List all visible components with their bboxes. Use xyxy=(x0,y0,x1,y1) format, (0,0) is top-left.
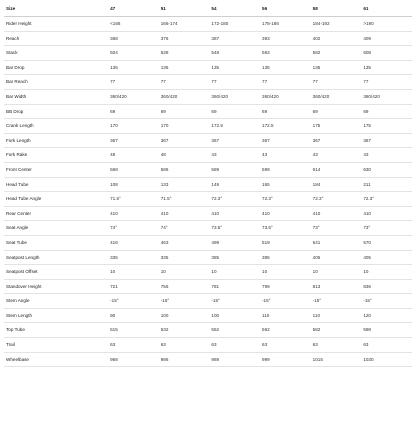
table-row xyxy=(4,192,412,207)
table-cell: 570 xyxy=(361,235,412,250)
row-label: BB Drop xyxy=(4,104,108,119)
table-cell: -15° xyxy=(209,294,260,309)
header-size-column: 47 xyxy=(108,2,159,17)
table-cell: 72.3° xyxy=(311,192,362,207)
table-cell: -15° xyxy=(361,294,412,309)
table-cell: 69 xyxy=(159,104,210,119)
table-cell: 10 xyxy=(159,265,210,280)
table-cell: 43 xyxy=(260,148,311,163)
table-cell: 10 xyxy=(361,265,412,280)
table-cell: 532 xyxy=(159,323,210,338)
table-row xyxy=(4,177,412,192)
row-label: Seat Angle xyxy=(4,221,108,236)
table-cell: 986 xyxy=(159,352,210,367)
row-label: Trail xyxy=(4,338,108,353)
table-cell: 630 xyxy=(361,162,412,177)
table-cell: 614 xyxy=(311,162,362,177)
table-cell: 335 xyxy=(108,250,159,265)
table-cell: 110 xyxy=(260,308,311,323)
table-cell: 211 xyxy=(361,177,412,192)
table-cell: 10 xyxy=(260,265,311,280)
table-cell: 568 xyxy=(108,162,159,177)
table-row xyxy=(4,133,412,148)
table-cell: 781 xyxy=(209,279,260,294)
table-cell: 71.5° xyxy=(159,192,210,207)
table-cell: 589 xyxy=(209,162,260,177)
table-row xyxy=(4,60,412,75)
table-cell: 43 xyxy=(311,148,362,163)
table-cell: 563 xyxy=(260,46,311,61)
table-cell: 10 xyxy=(108,265,159,280)
table-cell: 1015 xyxy=(311,352,362,367)
table-cell: 360/420 xyxy=(311,89,362,104)
table-cell: 72.3° xyxy=(209,192,260,207)
table-cell: 48 xyxy=(159,148,210,163)
table-cell: 385 xyxy=(209,250,260,265)
row-label: Top Tube xyxy=(4,323,108,338)
table-cell: 367 xyxy=(361,133,412,148)
table-cell: 120 xyxy=(361,308,412,323)
row-label: Bar Reach xyxy=(4,75,108,90)
row-label: Bar Width xyxy=(4,89,108,104)
table-cell: 100 xyxy=(209,308,260,323)
table-cell: 360/420 xyxy=(209,89,260,104)
row-label: Seatpost Length xyxy=(4,250,108,265)
table-cell: 402 xyxy=(311,31,362,46)
table-cell: 73° xyxy=(361,221,412,236)
row-label: Crank Length xyxy=(4,119,108,134)
table-cell: 73.5° xyxy=(209,221,260,236)
table-cell: -15° xyxy=(311,294,362,309)
table-cell: 368 xyxy=(108,31,159,46)
table-cell: 608 xyxy=(361,46,412,61)
table-cell: 135 xyxy=(311,60,362,75)
header-size-column: 54 xyxy=(209,2,260,17)
table-cell: 367 xyxy=(159,133,210,148)
table-cell: 69 xyxy=(108,104,159,119)
header-size-column: 51 xyxy=(159,2,210,17)
table-cell: 989 xyxy=(209,352,260,367)
table-row xyxy=(4,221,412,236)
table-cell: 73° xyxy=(311,221,362,236)
table-cell: 108 xyxy=(108,177,159,192)
table-cell: 69 xyxy=(260,104,311,119)
table-row xyxy=(4,352,412,367)
table-cell: 799 xyxy=(260,279,311,294)
table-cell: 74° xyxy=(159,221,210,236)
table-cell: 335 xyxy=(159,250,210,265)
table-row xyxy=(4,338,412,353)
table-cell: 72.3° xyxy=(260,192,311,207)
table-cell: 999 xyxy=(260,352,311,367)
table-cell: 499 xyxy=(209,235,260,250)
table-cell: 598 xyxy=(361,323,412,338)
table-cell: 77 xyxy=(108,75,159,90)
table-cell: 135 xyxy=(108,60,159,75)
table-cell: 63 xyxy=(159,338,210,353)
table-cell: 968 xyxy=(108,352,159,367)
table-row xyxy=(4,294,412,309)
table-cell: 178-186 xyxy=(260,17,311,32)
table-cell: 410 xyxy=(260,206,311,221)
header-size-column: 58 xyxy=(311,2,362,17)
table-cell: 586 xyxy=(159,162,210,177)
table-cell: 410 xyxy=(311,206,362,221)
table-cell: <166 xyxy=(108,17,159,32)
table-body xyxy=(4,17,412,367)
table-cell: 77 xyxy=(209,75,260,90)
table-cell: 73.5° xyxy=(260,221,311,236)
table-cell: 77 xyxy=(361,75,412,90)
row-label: Stem Angle xyxy=(4,294,108,309)
row-label: Reach xyxy=(4,31,108,46)
table-row xyxy=(4,46,412,61)
table-cell: 416 xyxy=(108,235,159,250)
row-label: Rear Center xyxy=(4,206,108,221)
table-cell: 90 xyxy=(108,308,159,323)
table-row xyxy=(4,308,412,323)
table-row xyxy=(4,250,412,265)
table-cell: 552 xyxy=(209,323,260,338)
table-cell: 367 xyxy=(209,133,260,148)
table-cell: 528 xyxy=(159,46,210,61)
table-cell: 74° xyxy=(108,221,159,236)
row-label: Stem Length xyxy=(4,308,108,323)
table-row xyxy=(4,279,412,294)
table-cell: 360/420 xyxy=(108,89,159,104)
table-cell: 184-192 xyxy=(311,17,362,32)
table-cell: 562 xyxy=(260,323,311,338)
row-label: Fork Length xyxy=(4,133,108,148)
table-cell: 387 xyxy=(209,31,260,46)
table-cell: 110 xyxy=(311,308,362,323)
table-cell: 360/420 xyxy=(260,89,311,104)
table-row xyxy=(4,104,412,119)
table-cell: 836 xyxy=(361,279,412,294)
table-cell: 582 xyxy=(311,46,362,61)
table-cell: 43 xyxy=(361,148,412,163)
row-label: Standover Height xyxy=(4,279,108,294)
table-cell: 63 xyxy=(361,338,412,353)
row-label: Fork Rake xyxy=(4,148,108,163)
table-cell: 360/420 xyxy=(159,89,210,104)
table-cell: 43 xyxy=(209,148,260,163)
table-cell: 135 xyxy=(209,60,260,75)
table-cell: 170 xyxy=(108,119,159,134)
table-cell: 149 xyxy=(209,177,260,192)
table-cell: 135 xyxy=(361,60,412,75)
table-cell: 77 xyxy=(311,75,362,90)
table-cell: 165 xyxy=(260,177,311,192)
table-cell: -15° xyxy=(260,294,311,309)
header-size-label: Size xyxy=(4,2,108,17)
table-cell: 367 xyxy=(108,133,159,148)
table-cell: 410 xyxy=(209,206,260,221)
table-row xyxy=(4,265,412,280)
table-cell: 170 xyxy=(159,119,210,134)
row-label: Stack xyxy=(4,46,108,61)
table-cell: 405 xyxy=(361,250,412,265)
table-cell: 63 xyxy=(260,338,311,353)
table-cell: 409 xyxy=(361,31,412,46)
table-cell: 367 xyxy=(260,133,311,148)
table-cell: 69 xyxy=(361,104,412,119)
table-cell: 548 xyxy=(209,46,260,61)
table-cell: 515 xyxy=(108,323,159,338)
table-row xyxy=(4,235,412,250)
table-cell: 393 xyxy=(260,31,311,46)
table-cell: >190 xyxy=(361,17,412,32)
table-cell: 541 xyxy=(311,235,362,250)
table-cell: 10 xyxy=(311,265,362,280)
table-cell: 410 xyxy=(159,206,210,221)
row-label: Head Tube xyxy=(4,177,108,192)
table-cell: 463 xyxy=(159,235,210,250)
table-cell: 410 xyxy=(108,206,159,221)
table-cell: 410 xyxy=(361,206,412,221)
table-cell: 63 xyxy=(311,338,362,353)
header-size-column: 56 xyxy=(260,2,311,17)
table-cell: 69 xyxy=(311,104,362,119)
table-cell: 100 xyxy=(159,308,210,323)
geometry-table xyxy=(4,2,412,367)
table-cell: 184 xyxy=(311,177,362,192)
table-cell: 175 xyxy=(361,119,412,134)
row-label: Wheelbase xyxy=(4,352,108,367)
table-cell: 582 xyxy=(311,323,362,338)
table-cell: 77 xyxy=(260,75,311,90)
table-cell: 48 xyxy=(108,148,159,163)
row-label: Front Center xyxy=(4,162,108,177)
table-row xyxy=(4,206,412,221)
table-cell: 519 xyxy=(260,235,311,250)
table-cell: 172.5 xyxy=(260,119,311,134)
table-cell: 367 xyxy=(311,133,362,148)
table-row xyxy=(4,323,412,338)
table-cell: 405 xyxy=(311,250,362,265)
table-row xyxy=(4,31,412,46)
table-header xyxy=(4,2,412,17)
table-cell: 1030 xyxy=(361,352,412,367)
table-cell: 133 xyxy=(159,177,210,192)
row-label: Seat Tube xyxy=(4,235,108,250)
table-cell: 63 xyxy=(209,338,260,353)
table-row xyxy=(4,17,412,32)
table-cell: 166-174 xyxy=(159,17,210,32)
table-cell: 755 xyxy=(159,279,210,294)
row-label: Bar Drop xyxy=(4,60,108,75)
table-cell: 63 xyxy=(108,338,159,353)
table-cell: 172-180 xyxy=(209,17,260,32)
table-cell: 599 xyxy=(260,162,311,177)
table-cell: 721 xyxy=(108,279,159,294)
table-cell: 135 xyxy=(260,60,311,75)
row-label: Head Tube Angle xyxy=(4,192,108,207)
table-row xyxy=(4,148,412,163)
table-row xyxy=(4,162,412,177)
table-cell: 71.5° xyxy=(108,192,159,207)
table-cell: 360/420 xyxy=(361,89,412,104)
table-cell: 69 xyxy=(209,104,260,119)
table-cell: -15° xyxy=(108,294,159,309)
table-cell: 135 xyxy=(159,60,210,75)
table-cell: -15° xyxy=(159,294,210,309)
table-cell: 813 xyxy=(311,279,362,294)
table-row xyxy=(4,75,412,90)
table-cell: 504 xyxy=(108,46,159,61)
header-size-column: 61 xyxy=(361,2,412,17)
table-cell: 77 xyxy=(159,75,210,90)
row-label: Rider Height xyxy=(4,17,108,32)
table-row xyxy=(4,89,412,104)
table-cell: 172.5 xyxy=(209,119,260,134)
header-row xyxy=(4,2,412,17)
table-cell: 376 xyxy=(159,31,210,46)
table-cell: 385 xyxy=(260,250,311,265)
table-cell: 10 xyxy=(209,265,260,280)
row-label: Seatpost Offset xyxy=(4,265,108,280)
table-row xyxy=(4,119,412,134)
table-cell: 175 xyxy=(311,119,362,134)
table-cell: 72.3° xyxy=(361,192,412,207)
